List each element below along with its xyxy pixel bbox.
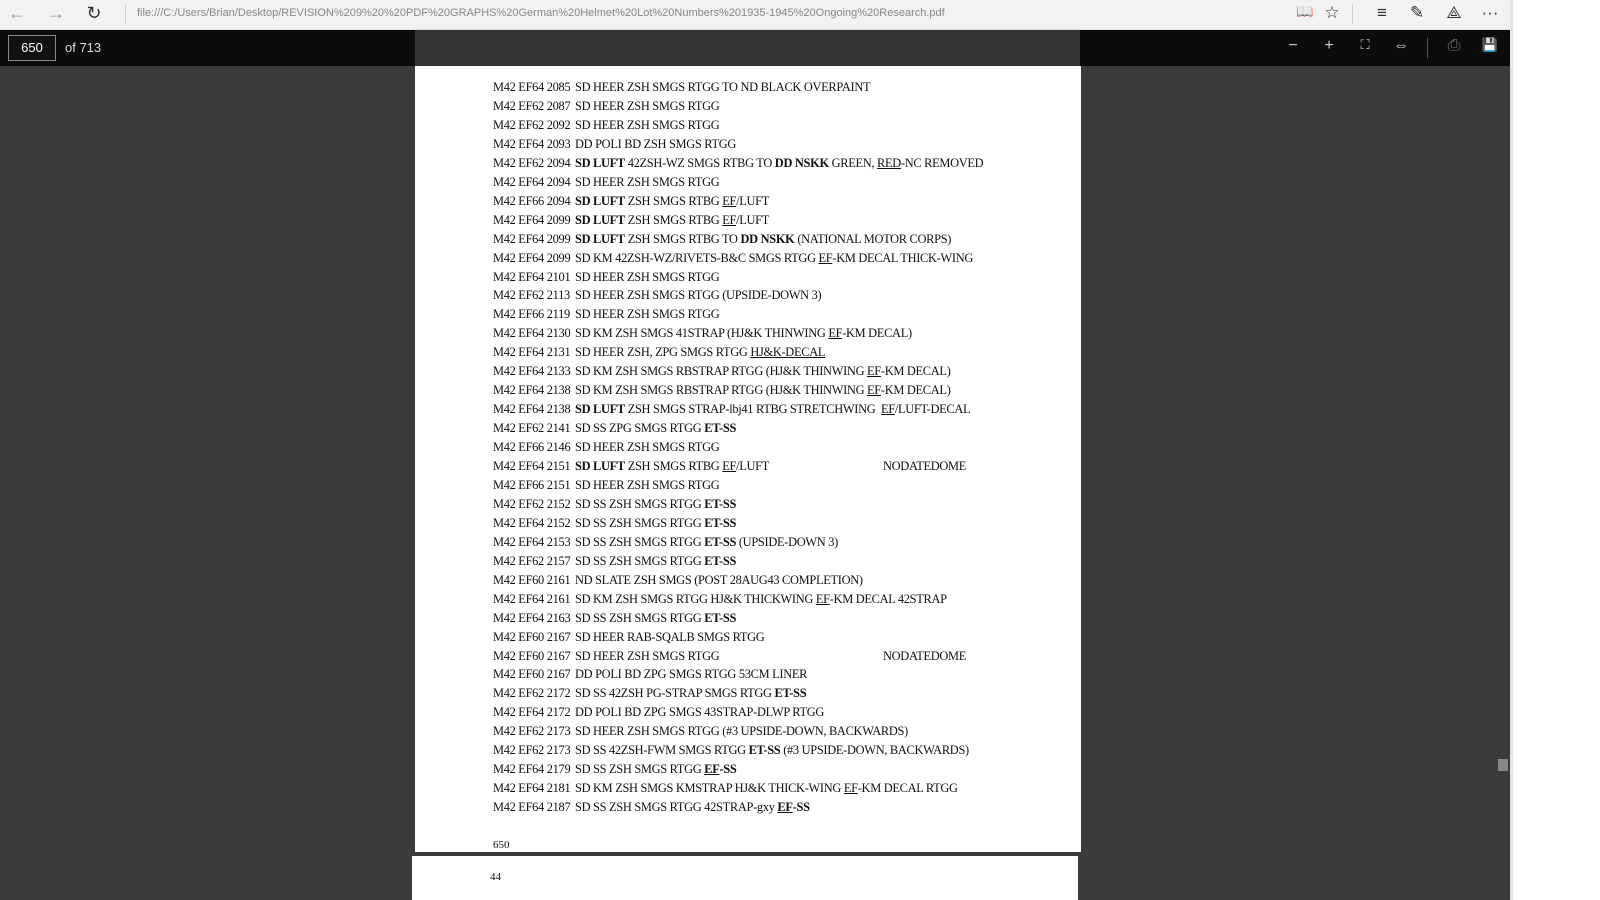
lot-entry xyxy=(493,459,967,474)
divider xyxy=(125,4,126,24)
lot-description-segment: ZSH SMGS RTBG xyxy=(624,212,723,227)
lot-description-segment: -SS xyxy=(719,762,737,777)
lot-description-segment: 42ZSH-WZ SMGS RTBG TO xyxy=(624,155,775,170)
lot-entry xyxy=(493,440,719,455)
toolbar-page-shade xyxy=(415,30,1080,66)
lot-entry xyxy=(493,326,912,341)
lot-number: M42 EF62 2094 xyxy=(493,155,571,170)
lot-entry xyxy=(493,402,970,417)
lot-entry xyxy=(493,705,824,720)
lot-description-segment: EF xyxy=(880,402,895,417)
lot-description-segment: ZSH SMGS RTBG xyxy=(624,193,723,208)
lot-description-segment: DD POLI BD ZPG SMGS RTGG 53CM LINER xyxy=(575,667,808,682)
lot-number: M42 EF64 2161 xyxy=(493,591,571,606)
lot-description-segment: /LUFT xyxy=(736,193,770,208)
lot-entry xyxy=(493,554,736,569)
lot-description-segment: SD KM 42ZSH-WZ/RIVETS-B&C SMGS RTGG xyxy=(575,250,819,265)
lot-description-segment: SD HEER ZSH SMGS RTGG xyxy=(575,477,720,492)
lot-description-segment: SD HEER ZSH SMGS RTGG xyxy=(575,648,720,663)
lot-number: M42 EF60 2167 xyxy=(493,629,571,644)
lot-description-segment: EF xyxy=(777,800,793,815)
lot-description-segment: SD LUFT xyxy=(575,193,625,208)
lot-number: M42 EF66 2151 xyxy=(493,477,571,492)
lot-entry xyxy=(493,383,951,398)
address-bar xyxy=(0,0,1510,30)
lot-entry xyxy=(493,118,719,133)
lot-description-segment: -KM DECAL THICK-WING xyxy=(832,250,974,265)
lot-number: M42 EF62 2172 xyxy=(493,686,571,701)
lot-description-segment: SD HEER ZSH SMGS RTGG xyxy=(575,174,720,189)
lot-number: M42 EF62 2173 xyxy=(493,724,571,739)
lot-description-segment: /LUFT-DECAL xyxy=(894,402,971,417)
print-icon[interactable]: ⎙ xyxy=(1447,37,1461,54)
lot-entry xyxy=(493,648,967,664)
lot-entry xyxy=(493,156,983,171)
lot-description-segment: ET-SS xyxy=(704,421,737,436)
lot-description-segment: SD HEER ZSH SMGS RTGG xyxy=(575,269,720,284)
pdf-toolbar xyxy=(0,30,1510,66)
lot-entry xyxy=(493,686,806,701)
lot-description-segment: /LUFT xyxy=(736,212,770,227)
pdf-next-page xyxy=(412,856,1078,900)
lot-entry xyxy=(493,251,973,266)
lot-description-segment: SD SS ZPG SMGS RTGG xyxy=(575,421,705,436)
lot-entry xyxy=(493,724,908,739)
lot-description-segment: DD NSKK xyxy=(774,155,829,170)
vertical-scrollbar[interactable] xyxy=(1497,66,1510,900)
lot-entry xyxy=(493,800,810,815)
lot-entry xyxy=(493,781,958,796)
lot-description-segment: SD LUFT xyxy=(575,155,625,170)
lot-entry xyxy=(493,194,769,209)
lot-description-segment: SD HEER ZSH SMGS RTGG xyxy=(575,98,720,113)
lot-number: M42 EF62 2092 xyxy=(493,117,571,132)
url-field[interactable]: file:///C:/Users/Brian/Desktop/REVISION%209%20%20PDF%20GRAPHS%20German%20Helmet%20Lot%20Numbers%201935-1945%20Ongoing%20Research.pdf xyxy=(137,7,945,19)
lot-description-segment: EF xyxy=(722,212,737,227)
lot-entry xyxy=(493,478,719,493)
refresh-icon[interactable]: ↻ xyxy=(86,3,102,23)
lot-description-segment: (NATIONAL MOTOR CORPS) xyxy=(794,231,952,246)
lot-entry xyxy=(493,345,825,360)
lot-description-segment: (UPSIDE-DOWN 3) xyxy=(736,534,838,549)
lot-description-segment: SD HEER ZSH SMGS RTGG (#3 UPSIDE-DOWN, BACKWARDS) xyxy=(575,724,908,739)
lot-description-segment: SD SS ZSH SMGS RTGG 42STRAP-gxy xyxy=(575,800,778,815)
lot-description-segment: EF xyxy=(704,762,720,777)
lot-description-segment: SD SS ZSH SMGS RTGG xyxy=(575,610,705,625)
lot-number: M42 EF66 2119 xyxy=(493,307,570,322)
lot-entry xyxy=(493,232,951,247)
lot-number: M42 EF62 2173 xyxy=(493,743,571,758)
lot-description-segment: SD LUFT xyxy=(575,212,625,227)
lot-description-segment: -KM DECAL RTGG xyxy=(857,781,958,796)
lot-description-segment: ZSH SMGS STRAP-lbj41 RTBG STRETCHWING xyxy=(624,402,881,417)
lot-entry xyxy=(493,288,821,303)
lot-description-segment: SD SS ZSH SMGS RTGG xyxy=(575,762,705,777)
lot-description-segment: EF xyxy=(722,459,737,473)
lot-description-segment: ND SLATE ZSH SMGS (POST 28AUG43 COMPLETION) xyxy=(575,572,863,587)
lot-description-segment: HJ&K-DECAL xyxy=(750,345,826,360)
window-edge xyxy=(1510,0,1513,900)
fit-width-icon[interactable]: ⇔ xyxy=(1393,37,1409,54)
lot-description-segment: EF xyxy=(815,591,830,606)
lot-description-segment: SD KM ZSH SMGS KMSTRAP HJ&K THICK-WING xyxy=(575,781,844,796)
lot-entry xyxy=(493,213,769,228)
page-footer-number: 650 xyxy=(493,839,510,851)
lot-number: M42 EF66 2146 xyxy=(493,440,571,455)
lot-description-segment: SD SS 42ZSH PG-STRAP SMGS RTGG xyxy=(575,686,775,701)
lot-description-segment: SD KM ZSH SMGS 41STRAP (HJ&K THINWING xyxy=(575,326,829,341)
lot-entry xyxy=(493,573,863,588)
lot-description-segment: EF xyxy=(867,364,881,379)
scrollbar-thumb[interactable] xyxy=(1498,759,1508,771)
hub-icon[interactable]: ≡ xyxy=(1377,3,1387,22)
lot-description-segment: EF xyxy=(828,326,843,341)
lot-description-segment: ZSH SMGS RTBG xyxy=(624,459,723,473)
lot-description-segment: SD HEER ZSH SMGS RTGG (UPSIDE-DOWN 3) xyxy=(575,288,822,303)
lot-description-segment: SD SS ZSH SMGS RTGG xyxy=(575,534,705,549)
lot-description-segment: SD HEER ZSH SMGS RTGG TO ND BLACK OVERPAINT xyxy=(575,80,871,94)
lot-description-segment: SD HEER RAB-SQALB SMGS RTGG xyxy=(575,629,765,644)
lot-number: M42 EF60 2167 xyxy=(493,648,571,663)
lot-description-segment: GREEN, xyxy=(828,155,878,170)
lot-description-segment: SD LUFT xyxy=(575,459,625,473)
lot-entry xyxy=(493,516,736,531)
lot-entry xyxy=(493,421,736,436)
lot-description-segment: SD LUFT xyxy=(575,402,625,417)
lot-entry xyxy=(493,630,764,645)
lot-description-segment: EF xyxy=(867,383,881,398)
lot-description-segment: SD SS 42ZSH-FWM SMGS RTGG xyxy=(575,743,749,758)
lot-description-segment: SD SS ZSH SMGS RTGG xyxy=(575,496,705,511)
lot-number: M42 EF64 2152 xyxy=(493,515,571,530)
lot-number: M42 EF62 2113 xyxy=(493,288,570,303)
page-number-input[interactable]: 650 xyxy=(8,35,56,61)
lot-description-segment: SD HEER ZSH, ZPG SMGS RTGG xyxy=(575,345,751,360)
lot-description-segment: RED xyxy=(877,155,901,170)
lot-number: M42 EF64 2187 xyxy=(493,800,571,815)
lot-entry xyxy=(493,762,737,777)
lot-description-segment: ZSH SMGS RTBG TO xyxy=(624,231,741,246)
lot-description-segment: /LUFT xyxy=(736,459,770,473)
more-icon[interactable]: ··· xyxy=(1481,3,1499,22)
lot-entry xyxy=(493,535,838,550)
lot-number: M42 EF64 2099 xyxy=(493,212,571,227)
lot-entry xyxy=(493,611,736,626)
lot-number: M42 EF64 2179 xyxy=(493,762,571,777)
lot-number: M42 EF64 2085 xyxy=(493,80,571,94)
lot-entry xyxy=(493,497,736,512)
zoom-out-icon[interactable]: − xyxy=(1288,37,1298,54)
lot-description-segment: -KM DECAL) xyxy=(880,364,951,379)
lot-number: M42 EF64 2163 xyxy=(493,610,571,625)
lot-description-segment: -SS xyxy=(792,800,810,815)
lot-description-segment: ET-SS xyxy=(704,553,737,568)
lot-description-segment: DD NSKK xyxy=(740,231,795,246)
lot-number: M42 EF64 2172 xyxy=(493,705,571,720)
page-count: of 713 xyxy=(65,40,102,55)
lot-number: M42 EF64 2094 xyxy=(493,174,571,189)
lot-description-segment: ET-SS xyxy=(704,515,737,530)
lot-entry xyxy=(493,364,951,379)
lot-description-segment: EF xyxy=(818,250,833,265)
lot-number: M42 EF64 2101 xyxy=(493,269,571,284)
lot-entry xyxy=(493,137,736,152)
lot-entry xyxy=(493,667,807,682)
lot-description-segment: ET-SS xyxy=(748,743,781,758)
lot-number: M42 EF62 2141 xyxy=(493,421,571,436)
lot-number: M42 EF60 2161 xyxy=(493,572,571,587)
lot-entry xyxy=(493,175,719,190)
lot-number: M42 EF64 2153 xyxy=(493,534,571,549)
lot-number: M42 EF64 2099 xyxy=(493,231,571,246)
lot-description-segment: SD KM ZSH SMGS RBSTRAP RTGG (HJ&K THINWING xyxy=(575,383,868,398)
lot-description-segment: ET-SS xyxy=(704,534,737,549)
lot-description-segment: ET-SS xyxy=(704,610,737,625)
lot-entry xyxy=(493,80,870,95)
web-note-icon[interactable]: ✎ xyxy=(1409,3,1425,22)
lot-description-segment: SD SS ZSH SMGS RTGG xyxy=(575,515,705,530)
lot-number: M42 EF66 2094 xyxy=(493,193,571,208)
lot-number: M42 EF64 2181 xyxy=(493,781,571,796)
lot-description-segment: EF xyxy=(843,781,858,796)
lot-number: M42 EF62 2157 xyxy=(493,553,571,568)
zoom-in-icon[interactable]: + xyxy=(1324,37,1334,54)
lot-description-segment: EF xyxy=(722,193,737,208)
lot-number: M42 EF64 2138 xyxy=(493,383,571,398)
lot-description-segment: -NC REMOVED xyxy=(900,155,984,170)
lot-entry xyxy=(493,743,969,758)
lot-description-segment: SD SS ZSH SMGS RTGG xyxy=(575,553,705,568)
lot-number: M42 EF62 2087 xyxy=(493,98,571,113)
lot-description-segment: SD HEER ZSH SMGS RTGG xyxy=(575,117,720,132)
lot-number: M42 EF62 2152 xyxy=(493,496,571,511)
lot-description-segment: -KM DECAL) xyxy=(880,383,951,398)
lot-entry xyxy=(493,99,719,114)
divider xyxy=(1352,4,1353,24)
lot-description-segment: DD POLI BD ZPG SMGS 43STRAP-DLWP RTGG xyxy=(575,705,825,720)
pdf-page xyxy=(415,66,1081,852)
lot-number: M42 EF64 2138 xyxy=(493,402,571,417)
lot-description-segment: -KM DECAL) xyxy=(842,326,912,341)
lot-entry xyxy=(493,307,719,322)
lot-number: M42 EF64 2151 xyxy=(493,459,571,473)
lot-note: NODATEDOME xyxy=(883,648,967,663)
lot-entry xyxy=(493,592,947,607)
next-page-number: 44 xyxy=(490,871,501,883)
lot-description-segment: SD HEER ZSH SMGS RTGG xyxy=(575,307,720,322)
lot-number: M42 EF64 2099 xyxy=(493,250,571,265)
save-icon[interactable]: 💾 xyxy=(1481,37,1499,52)
lot-number: M42 EF64 2093 xyxy=(493,136,571,151)
lot-number: M42 EF64 2133 xyxy=(493,364,571,379)
lot-number: M42 EF60 2167 xyxy=(493,667,571,682)
lot-description-segment: SD HEER ZSH SMGS RTGG xyxy=(575,440,720,455)
lot-description-segment: SD KM ZSH SMGS RBSTRAP RTGG (HJ&K THINWING xyxy=(575,364,868,379)
back-icon[interactable]: ← xyxy=(8,3,26,23)
favorite-star-icon[interactable]: ☆ xyxy=(1324,3,1340,22)
lot-description-segment: ET-SS xyxy=(704,496,737,511)
lot-entry xyxy=(493,270,719,285)
lot-description-segment: ET-SS xyxy=(774,686,807,701)
lot-number: M42 EF64 2130 xyxy=(493,326,571,341)
lot-number: M42 EF64 2131 xyxy=(493,345,571,360)
lot-description-segment: SD LUFT xyxy=(575,231,625,246)
reading-view-icon[interactable]: 📖 xyxy=(1296,3,1314,19)
lot-description-segment: DD POLI BD ZSH SMGS RTGG xyxy=(575,136,737,151)
divider xyxy=(1427,38,1428,58)
fit-page-icon[interactable]: ⛶ xyxy=(1360,37,1370,52)
lot-description-segment: SD KM ZSH SMGS RTGG HJ&K THICKWING xyxy=(575,591,816,606)
share-icon[interactable]: ⟁ xyxy=(1446,3,1462,22)
lot-description-segment: (#3 UPSIDE-DOWN, BACKWARDS) xyxy=(780,743,969,758)
forward-icon[interactable]: → xyxy=(47,3,65,23)
lot-description-segment: -KM DECAL 42STRAP xyxy=(829,591,947,606)
lot-note: NODATEDOME xyxy=(883,459,967,473)
